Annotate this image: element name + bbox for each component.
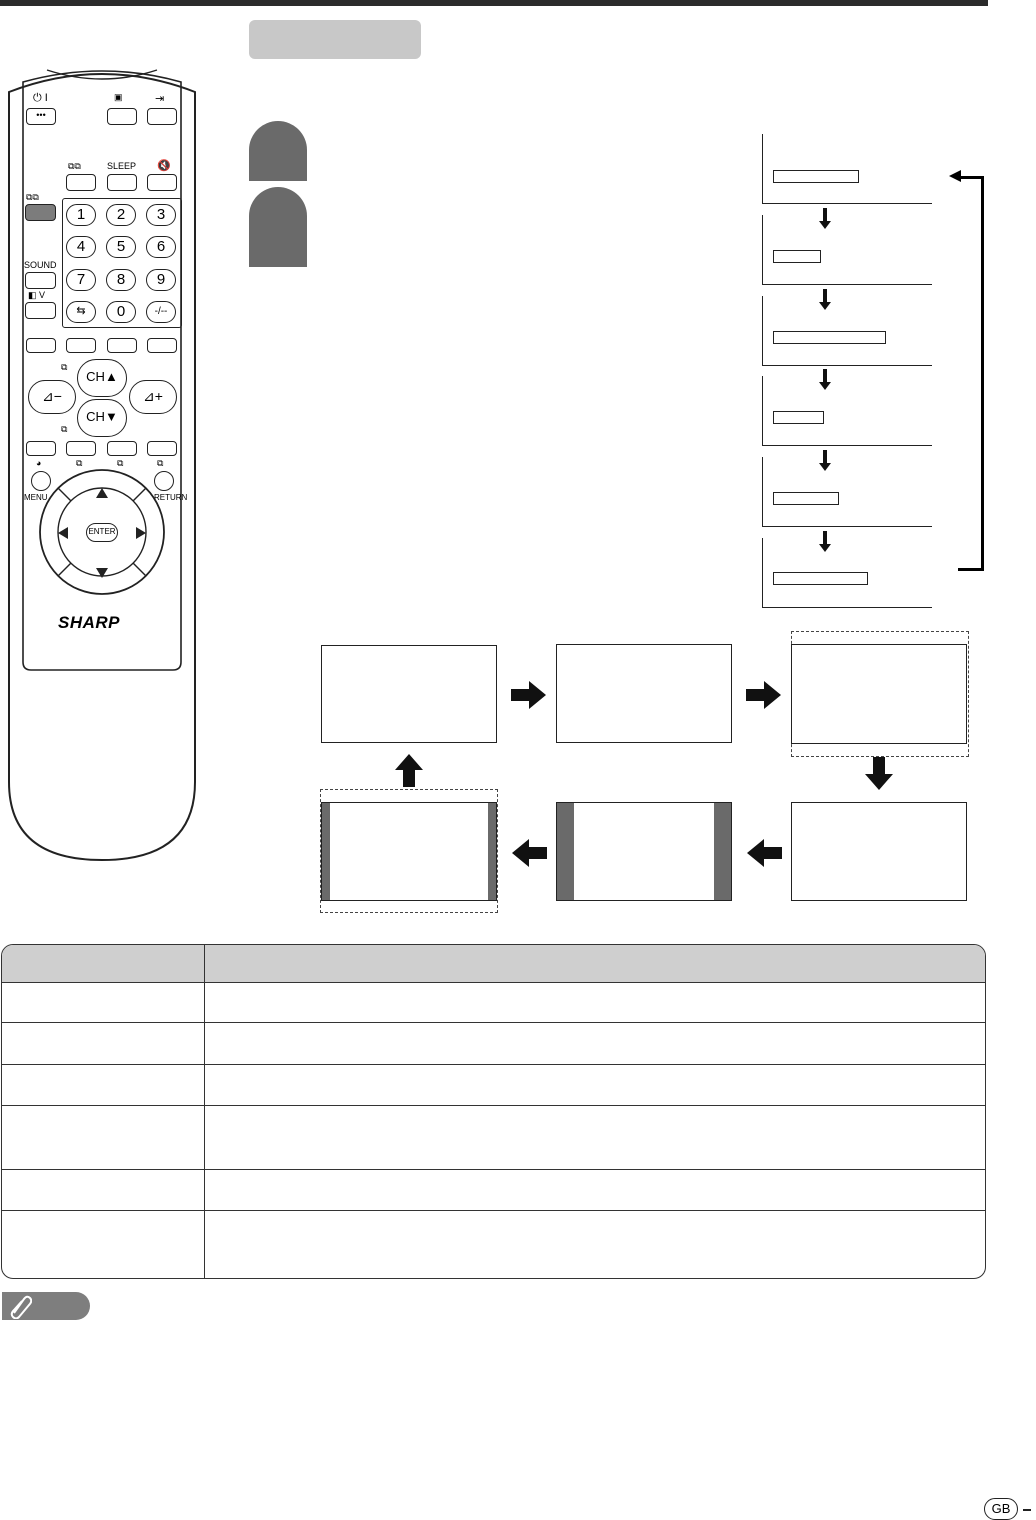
top-rule — [0, 0, 988, 6]
blue-button[interactable] — [147, 338, 177, 353]
pillar-bar-right — [714, 803, 731, 900]
table-row-divider — [2, 1105, 985, 1106]
number-7-button[interactable]: 7 — [66, 269, 96, 291]
return-label: RETURN — [154, 493, 188, 502]
sleep-button[interactable] — [107, 174, 137, 191]
mute-icon: 🔇 — [157, 160, 171, 172]
menu-step-5-field — [773, 492, 839, 505]
digit-mode-button[interactable]: -/-- — [146, 301, 176, 323]
menu-step-6 — [762, 538, 932, 608]
table-row-divider — [2, 1169, 985, 1170]
note-badge — [2, 1292, 90, 1320]
table-row-divider — [2, 1210, 985, 1211]
remote-control — [7, 62, 197, 862]
number-5-button[interactable]: 5 — [106, 236, 136, 258]
screen-mode-5 — [556, 802, 732, 901]
function-button-3[interactable] — [107, 441, 137, 456]
reveal-icon: ⧉ — [76, 458, 83, 468]
freeze-icon: ⧉⧉ — [68, 161, 81, 171]
dolby-icon: ◧ — [28, 290, 37, 300]
menu-step-2-field — [773, 250, 821, 263]
subtitle-icon: ⧉ — [61, 424, 68, 434]
screen-mode-6 — [321, 802, 497, 901]
menu-step-2 — [762, 215, 932, 285]
pillar-bar-right — [488, 803, 496, 900]
hold-icon: ⧉ — [157, 458, 164, 468]
screen-mode-4 — [791, 802, 967, 901]
display-icon: ▣ — [114, 92, 123, 102]
menu-step-6-field — [773, 572, 868, 585]
flashback-button[interactable]: ⇆ — [66, 301, 96, 323]
dolby-button[interactable] — [25, 302, 56, 319]
yellow-button[interactable] — [107, 338, 137, 353]
menu-step-5 — [762, 457, 932, 527]
input-button[interactable] — [147, 108, 177, 125]
down-arrow-icon — [864, 757, 894, 791]
number-8-button[interactable]: 8 — [106, 269, 136, 291]
step-2-marker — [249, 187, 307, 267]
function-button-1[interactable] — [26, 441, 56, 456]
menu-step-1 — [762, 134, 932, 204]
screen-mode-3 — [791, 644, 967, 744]
page-dash — [1023, 1509, 1031, 1511]
teletext-icon: ⧉ — [61, 362, 68, 372]
cycle-bracket — [958, 176, 984, 571]
red-button[interactable] — [26, 338, 56, 353]
sharp-logo: SHARP — [58, 613, 121, 632]
number-3-button[interactable]: 3 — [146, 204, 176, 226]
sound-button[interactable] — [25, 272, 56, 289]
power-button[interactable]: ••• — [26, 108, 56, 125]
number-0-button[interactable]: 0 — [106, 301, 136, 323]
number-2-button[interactable]: 2 — [106, 204, 136, 226]
view-mode-button[interactable] — [25, 204, 56, 221]
menu-icon: ◕ — [36, 458, 42, 468]
pillar-bar-left — [557, 803, 574, 900]
number-9-button[interactable]: 9 — [146, 269, 176, 291]
paperclip-icon — [8, 1293, 32, 1319]
table-row-divider — [2, 1022, 985, 1023]
section-tab — [249, 20, 421, 59]
view-mode-icon: ⧉⧉ — [26, 192, 39, 202]
green-button[interactable] — [66, 338, 96, 353]
region-badge: GB — [984, 1498, 1018, 1520]
screen-mode-2 — [556, 644, 732, 743]
table-row-divider — [2, 1064, 985, 1065]
right-arrow-icon — [511, 680, 547, 710]
power-label: ⏻ I — [33, 92, 48, 104]
mute-button[interactable] — [147, 174, 177, 191]
up-arrow-icon — [394, 753, 424, 787]
table-header — [2, 945, 985, 983]
sound-label: SOUND — [24, 260, 57, 270]
menu-step-3 — [762, 296, 932, 366]
screen-mode-1 — [321, 645, 497, 743]
menu-step-3-field — [773, 331, 886, 344]
channel-up-button[interactable]: CH▲ — [77, 359, 127, 397]
input-icon: ⇥ — [155, 93, 165, 105]
number-4-button[interactable]: 4 — [66, 236, 96, 258]
left-arrow-icon — [511, 838, 547, 868]
return-arrow-icon — [948, 169, 962, 183]
menu-step-1-field — [773, 170, 859, 183]
down-arrow-button[interactable] — [95, 567, 109, 579]
number-6-button[interactable]: 6 — [146, 236, 176, 258]
menu-step-4-field — [773, 411, 824, 424]
right-arrow-button[interactable] — [135, 526, 147, 540]
display-button[interactable] — [107, 108, 137, 125]
function-button-2[interactable] — [66, 441, 96, 456]
left-arrow-button[interactable] — [57, 526, 69, 540]
left-arrow-icon — [746, 838, 782, 868]
menu-label: MENU — [24, 493, 48, 502]
volume-up-button[interactable]: ⊿+ — [129, 380, 177, 414]
index-icon: ⧉ — [117, 458, 124, 468]
table-column-divider — [204, 945, 205, 1278]
menu-step-4 — [762, 376, 932, 446]
enter-button[interactable]: ENTER — [86, 523, 118, 542]
step-1-marker — [249, 121, 307, 181]
freeze-button[interactable] — [66, 174, 96, 191]
right-arrow-icon — [746, 680, 782, 710]
modes-table — [1, 944, 986, 1279]
pillar-bar-left — [322, 803, 330, 900]
v-label: V — [39, 290, 46, 300]
sleep-label: SLEEP — [107, 161, 137, 171]
number-1-button[interactable]: 1 — [66, 204, 96, 226]
function-button-4[interactable] — [147, 441, 177, 456]
channel-down-button[interactable]: CH▼ — [77, 399, 127, 437]
volume-down-button[interactable]: ⊿− — [28, 380, 76, 414]
up-arrow-button[interactable] — [95, 487, 109, 499]
